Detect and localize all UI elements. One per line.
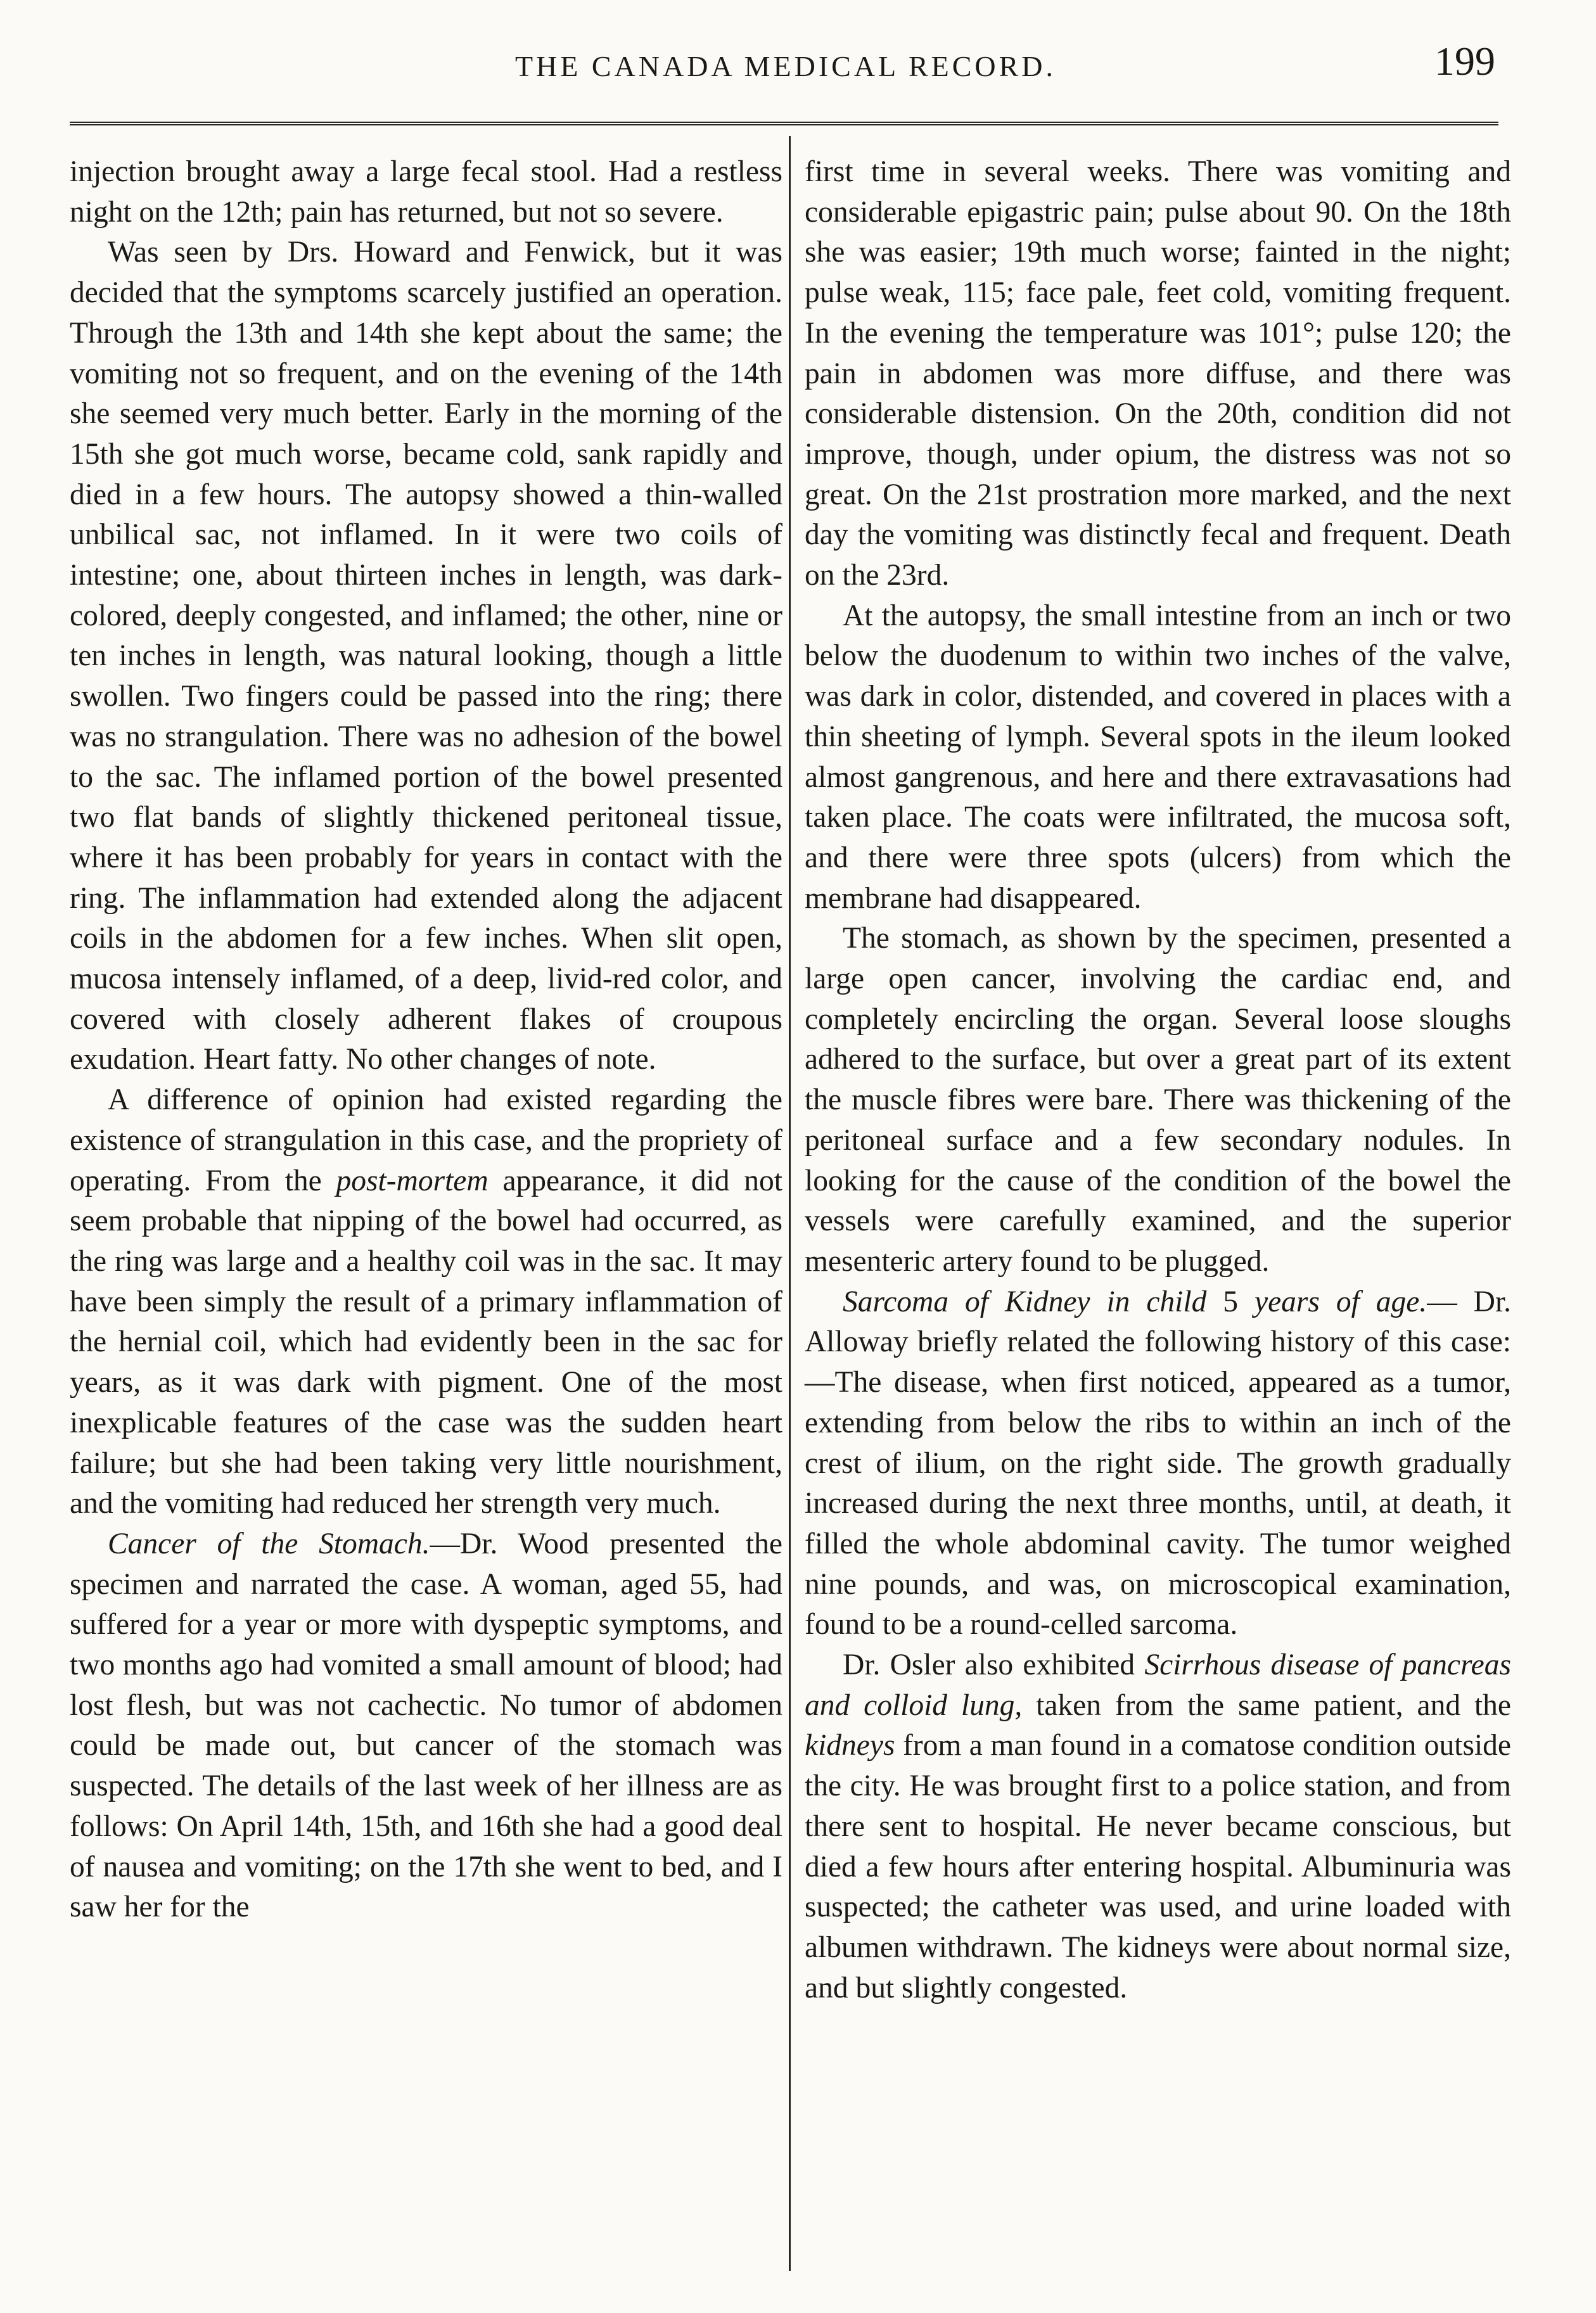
text-run: A difference of opinion had existed regarding the existence of strangulation in this case, and the propriety of operating. From the bbox=[70, 1083, 782, 1197]
paragraph: The stomach, as shown by the specimen, presented a large open cancer, involving the cardiac end, and completely encircling the organ. Several loose sloughs adhered to the surface, but over a great part of its extent the muscle fibres were bare. There was thickening of the peritoneal surface and a few secondary nodules. In looking for the cause of the condition of the bowel the vessels were carefully examined, and the superior mesenteric artery found to be plugged. bbox=[805, 922, 1511, 1278]
italic-term: kidneys bbox=[805, 1729, 895, 1762]
column-divider bbox=[789, 136, 791, 2271]
section-heading: years of age. bbox=[1254, 1285, 1427, 1318]
right-column bbox=[805, 152, 1511, 2008]
text-run: 5 bbox=[1206, 1285, 1254, 1318]
paragraph bbox=[70, 1080, 782, 1524]
text-run: from a man found in a comatose condition outside the city. He was brought first to a police station, and from there sent to hospital. He never became conscious, but died a few hours after entering hospital. Albuminuria was suspected; the catheter was used, and urine loaded with albumen withdrawn. The kidneys were about normal size, and but slightly congested. bbox=[805, 1729, 1511, 2004]
text-run: — Dr. Alloway briefly related the following history of this case:—The disease, when first noticed, appeared as a tumor, extending from below the ribs to within an inch of the crest of ilium, on the right side. The growth gradually increased during the next three months, until, at death, it filled the whole abdominal cavity. The tumor weighed nine pounds, and was, on microscopical examination, found to be a round-celled sarcoma. bbox=[805, 1285, 1512, 1641]
paragraph bbox=[70, 1524, 782, 1928]
paragraph bbox=[805, 1282, 1511, 1645]
running-title: THE CANADA MEDICAL RECORD. bbox=[514, 50, 1057, 82]
left-column bbox=[70, 152, 782, 1928]
page-header bbox=[70, 38, 1502, 114]
text-run: taken from the same patient, and the bbox=[1022, 1688, 1511, 1722]
text-run: appearance, it did not seem probable that nipping of the bowel had occurred, as the ring was large and a healthy coil was in the sac. It may have been simply the result of a primary inflammation of the hernial coil, which had evidently been in the sac for years, as it was dark with pigment. One of the most inexplicable features of the case was the sudden heart failure; but she had been taking very little nourishment, and the vomiting had reduced her strength very much. bbox=[70, 1164, 782, 1520]
section-heading: Sarcoma of Kidney in child bbox=[843, 1285, 1207, 1318]
paragraph: At the autopsy, the small intestine from an inch or two below the duodenum to within two inches of the valve, was dark in color, distended, and covered in places with a thin sheeting of lymph. Several spots in the ileum looked almost gangrenous, and here and there extravasations had taken place. The coats were infiltrated, the mucosa soft, and there were three spots (ulcers) from which the membrane had disappeared. bbox=[805, 599, 1511, 915]
paragraph bbox=[805, 1645, 1511, 2008]
section-heading: Cancer of the Stomach. bbox=[108, 1527, 430, 1560]
header-rule bbox=[70, 122, 1498, 125]
page-number: 199 bbox=[1434, 39, 1495, 84]
paragraph: Was seen by Drs. Howard and Fenwick, but it was decided that the symptoms scarcely justified an operation. Through the 13th and 14th she kept about the same; the vomiting not so frequent, and on the evening of the 14th she seemed very much better. Early in the morning of the 15th she got much worse, became cold, sank rapidly and died in a few hours. The autopsy showed a thin-walled unbilical sac, not inflamed. In it were two coils of intestine; one, about thirteen inches in length, was dark-colored, deeply congested, and inflamed; the other, nine or ten inches in length, was natural looking, though a little swollen. Two fingers could be passed into the ring; there was no strangulation. There was no adhesion of the bowel to the sac. The inflamed portion of the bowel presented two flat bands of slightly thickened peritoneal tissue, where it has been probably for years in contact with the ring. The inflammation had extended along the adjacent coils in the abdomen for a few inches. When slit open, mucosa intensely inflamed, of a deep, livid-red color, and covered with closely adherent flakes of croupous exudation. Heart fatty. No other changes of note. bbox=[70, 236, 782, 1076]
paragraph: injection brought away a large fecal stool. Had a restless night on the 12th; pain has returned, but not so severe. bbox=[70, 155, 782, 229]
italic-term: Scirrhous disease of pancreas and colloid lung, bbox=[805, 1648, 1511, 1722]
paragraph: first time in several weeks. There was vomiting and considerable epigastric pain; pulse about 90. On the 18th she was easier; 19th much worse; fainted in the night; pulse weak, 115; face pale, feet cold, vomiting frequent. In the evening the temperature was 101°; pulse 120; the pain in abdomen was more diffuse, and there was considerable distension. On the 20th, condition did not improve, though, under opium, the distress was not so great. On the 21st prostration more marked, and the next day the vomiting was distinctly fecal and frequent. Death on the 23rd. bbox=[805, 155, 1511, 592]
text-run: Dr. Osler also exhibited bbox=[843, 1648, 1145, 1682]
italic-term: post-mortem bbox=[336, 1164, 488, 1197]
text-run: —Dr. Wood presented the specimen and narrated the case. A woman, aged 55, had suffered for a year or more with dyspeptic symptoms, and two months ago had vomited a small amount of blood; had lost flesh, but was not cachectic. No tumor of abdomen could be made out, but cancer of the stomach was suspected. The details of the last week of her illness are as follows: On April 14th, 15th, and 16th she had a good deal of nausea and vomiting; on the 17th she went to bed, and I saw her for the bbox=[70, 1527, 782, 1924]
